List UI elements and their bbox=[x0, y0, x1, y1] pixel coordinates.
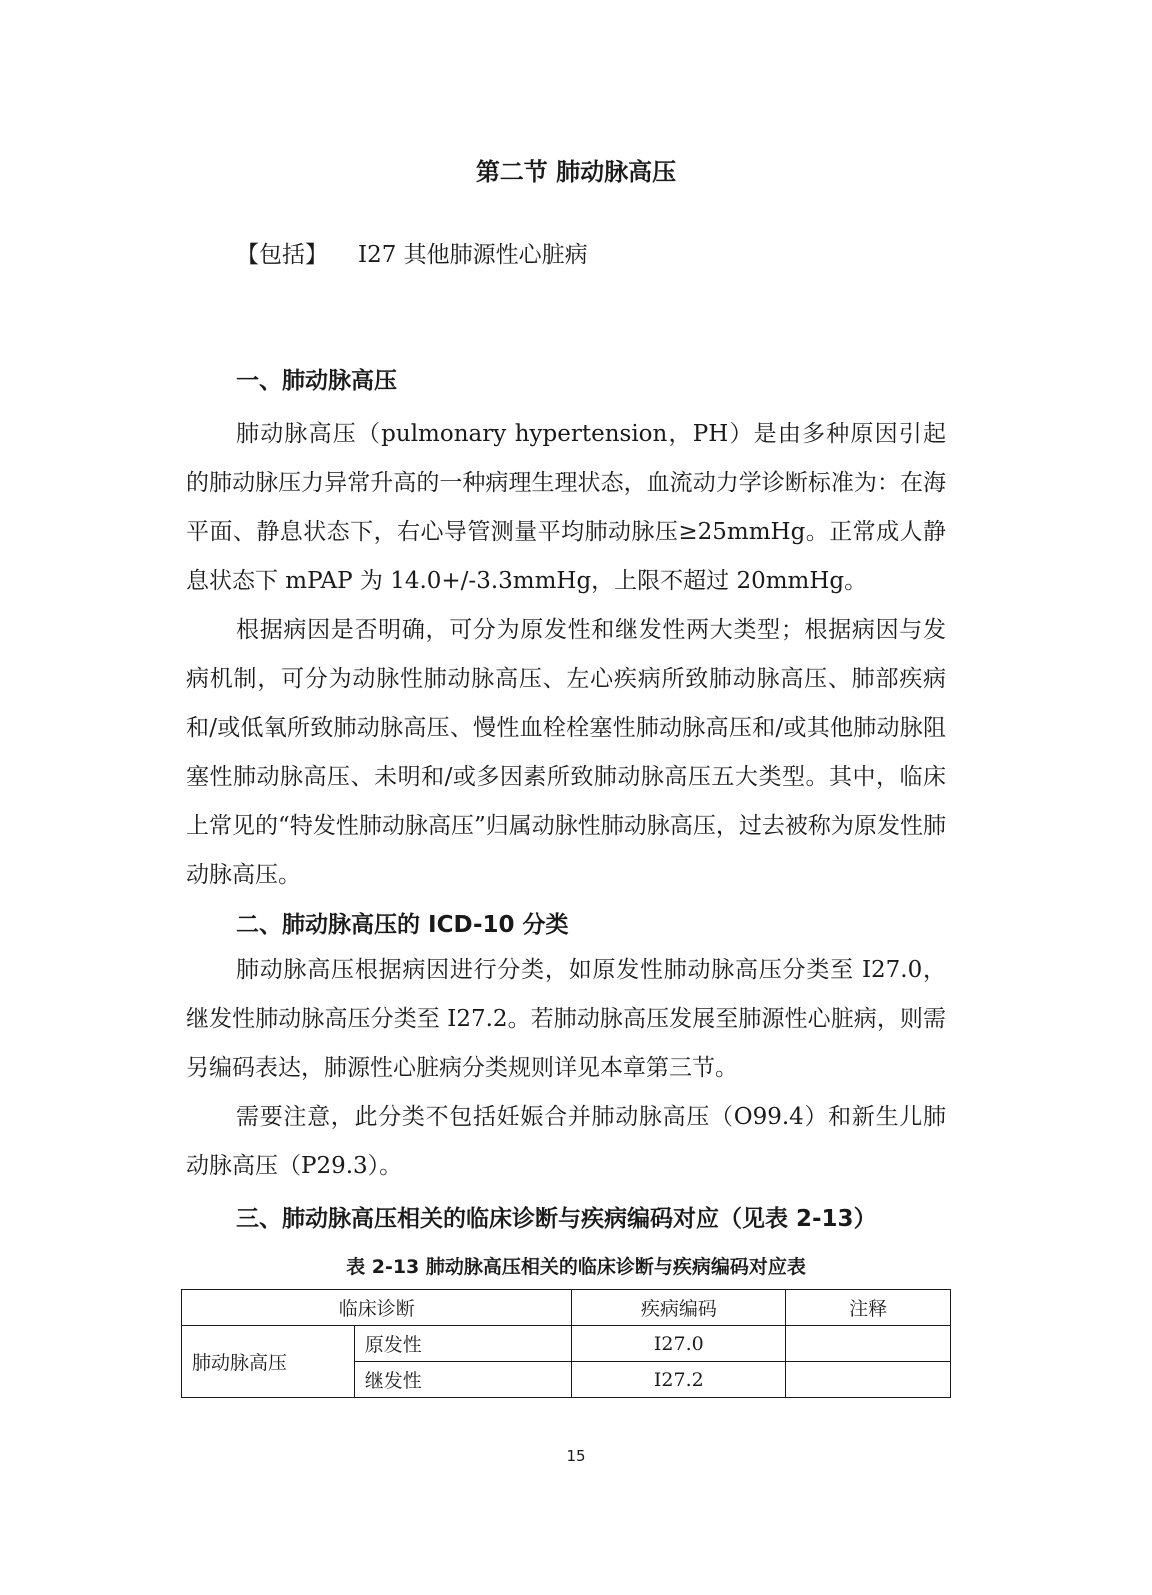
includes-label: 【包括】 bbox=[236, 242, 328, 268]
page-number: 15 bbox=[566, 1447, 586, 1465]
subtype-cell: 原发性 bbox=[354, 1326, 572, 1362]
group-label-cell: 肺动脉高压 bbox=[182, 1326, 355, 1398]
heading-1: 一、肺动脉高压 bbox=[236, 368, 397, 394]
heading-3: 三、肺动脉高压相关的临床诊断与疾病编码对应（见表 2-13） bbox=[236, 1206, 877, 1232]
diagnosis-code-table bbox=[181, 1289, 951, 1398]
note-cell bbox=[786, 1362, 951, 1398]
paragraph-4: 需要注意，此分类不包括妊娠合并肺动脉高压（O99.4）和新生儿肺动脉高压（P29.3）。 bbox=[186, 1104, 946, 1179]
includes-text: I27 其他肺源性心脏病 bbox=[358, 242, 588, 268]
paragraph-1: 肺动脉高压（pulmonary hypertension，PH）是由多种原因引起的肺动脉压力异常升高的一种病理生理状态，血流动力学诊断标准为：在海平面、静息状态下，右心导管测量平均肺动脉压≥25mmHg。正常成人静息状态下 mPAP 为 14.0+/-3.3mmHg，上限不超过 20mmHg。 bbox=[186, 421, 946, 594]
table-row bbox=[182, 1326, 951, 1362]
table-header-row bbox=[182, 1290, 951, 1326]
table-caption: 表 2-13 肺动脉高压相关的临床诊断与疾病编码对应表 bbox=[346, 1256, 806, 1278]
includes-line bbox=[236, 236, 588, 269]
header-diagnosis: 临床诊断 bbox=[182, 1290, 572, 1326]
code-cell: I27.2 bbox=[572, 1362, 786, 1398]
code-cell: I27.0 bbox=[572, 1326, 786, 1362]
paragraph-3: 肺动脉高压根据病因进行分类，如原发性肺动脉高压分类至 I27.0，继发性肺动脉高压分类至 I27.2。若肺动脉高压发展至肺源性心脏病，则需另编码表达，肺源性心脏病分类规则详见本章第三节。 bbox=[186, 957, 946, 1081]
section-title: 第二节 肺动脉高压 bbox=[475, 158, 677, 186]
header-note: 注释 bbox=[786, 1290, 951, 1326]
header-code: 疾病编码 bbox=[572, 1290, 786, 1326]
subtype-cell: 继发性 bbox=[354, 1362, 572, 1398]
note-cell bbox=[786, 1326, 951, 1362]
heading-2: 二、肺动脉高压的 ICD-10 分类 bbox=[236, 912, 569, 938]
paragraph-2: 根据病因是否明确，可分为原发性和继发性两大类型；根据病因与发病机制，可分为动脉性肺动脉高压、左心疾病所致肺动脉高压、肺部疾病和/或低氧所致肺动脉高压、慢性血栓栓塞性肺动脉高压和/或其他肺动脉阻塞性肺动脉高压、未明和/或多因素所致肺动脉高压五大类型。其中，临床上常见的“特发性肺动脉高压”归属动脉性肺动脉高压，过去被称为原发性肺动脉高压。 bbox=[186, 617, 946, 888]
